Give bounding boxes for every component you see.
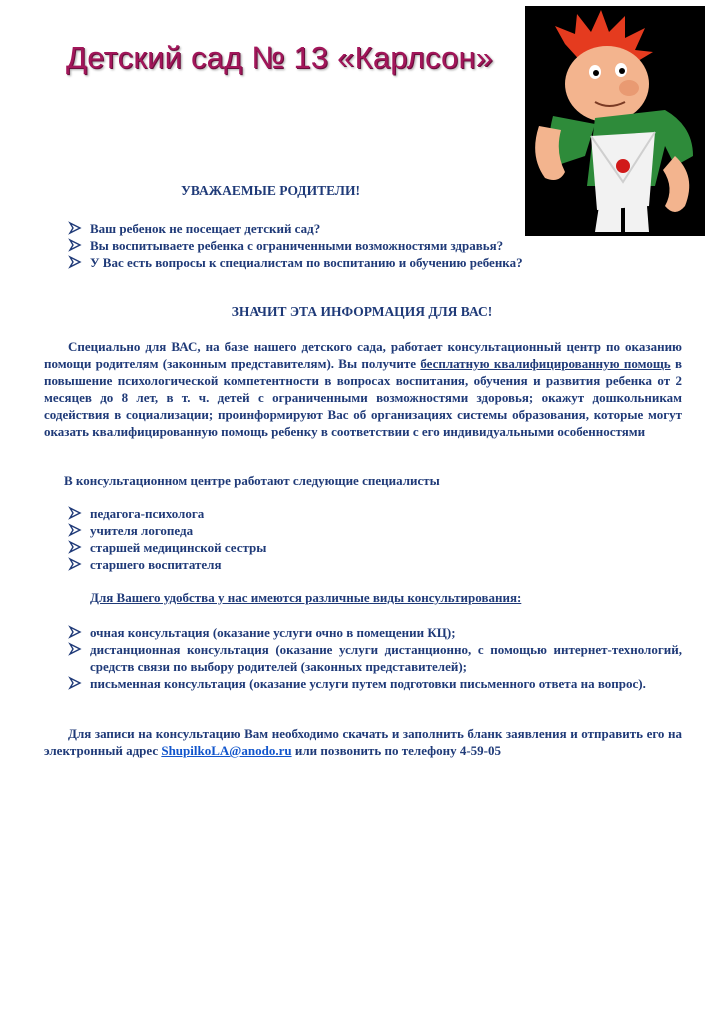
list-item: Ваш ребенок не посещает детский сад? <box>66 220 586 237</box>
list-item: старшего воспитателя <box>66 556 366 573</box>
list-item: педагога-психолога <box>66 505 366 522</box>
list-item: дистанционная консультация (оказание услуги дистанционно, с помощью интернет-технологий, средств связи по выбору родителей (законных представителей); <box>66 641 682 675</box>
arrow-bullet-icon <box>68 523 82 537</box>
specialists-list <box>66 505 366 573</box>
arrow-bullet-icon <box>68 676 82 690</box>
list-item: письменная консультация (оказание услуги путем подготовки письменного ответа на вопрос). <box>66 675 682 692</box>
arrow-bullet-icon <box>68 642 82 656</box>
free-help-highlight: бесплатную квалифицированную помощь <box>420 356 671 371</box>
greeting-heading: УВАЖАЕМЫЕ РОДИТЕЛИ! <box>181 183 360 198</box>
specialists-intro: В консультационном центре работают следующие специалисты <box>64 473 440 488</box>
email-link[interactable]: ShupilkoLA@anodo.ru <box>161 743 292 758</box>
list-item: Вы воспитываете ребенка с ограниченными возможностями здравья? <box>66 237 520 254</box>
arrow-bullet-icon <box>68 557 82 571</box>
list-item: очная консультация (оказание услуги очно в помещении КЦ); <box>66 624 682 641</box>
arrow-bullet-icon <box>68 625 82 639</box>
list-item: У Вас есть вопросы к специалистам по воспитанию и обучению ребенка? <box>66 254 586 271</box>
list-item: учителя логопеда <box>66 522 366 539</box>
arrow-bullet-icon <box>68 540 82 554</box>
arrow-bullet-icon <box>68 238 82 252</box>
intro-paragraph: Специально для ВАС, на базе нашего детского сада, работает консультационный центр по оказанию помощи родителям (законным представителям). Вы получите бесплатную квалифицированную помощь в повышение психологической компетентности в вопросах воспитания, обучения и развития ребенка от 2 месяцев до 8 лет, в т. ч. детей с ограниченными возможностями здоровья; окажут дошкольникам содействия в социализации; проинформируют Вас об организациях системы образования, которые могут оказать квалифицированную помощь ребенку в соответствии с его индивидуальными особенностями <box>44 339 682 439</box>
questions-list <box>66 220 586 271</box>
info-heading: ЗНАЧИТ ЭТА ИНФОРМАЦИЯ ДЛЯ ВАС! <box>231 304 493 319</box>
contact-paragraph: Для записи на консультацию Вам необходимо скачать и заполнить бланк заявления и отправить его на электронный адрес ShupilkoLA@anodo.ru или позвонить по телефону 4-59-05 <box>44 726 682 758</box>
arrow-bullet-icon <box>68 506 82 520</box>
consult-types-heading: Для Вашего удобства у нас имеются различные виды консультирования: <box>90 590 522 605</box>
arrow-bullet-icon <box>68 221 82 235</box>
page-title: Детский сад № 13 «Карлсон» <box>66 40 494 75</box>
consult-types-list <box>66 624 682 692</box>
arrow-bullet-icon <box>68 255 82 269</box>
list-item: старшей медицинской сестры <box>66 539 366 556</box>
karlsson-character-illustration <box>525 6 705 236</box>
